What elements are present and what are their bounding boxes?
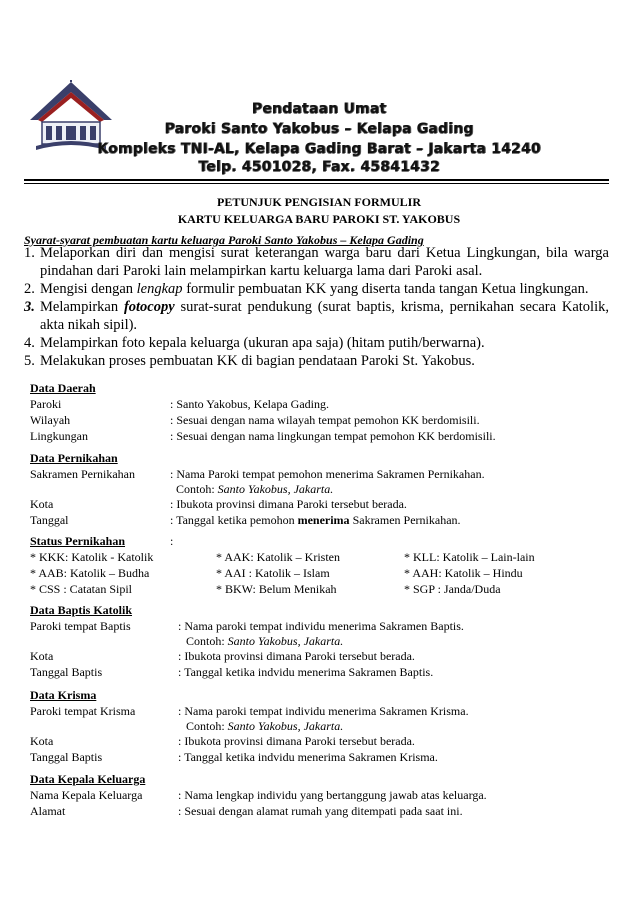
requirement-item	[24, 244, 609, 280]
field-example: Contoh: Santo Yakobus, Jakarta.	[186, 634, 344, 648]
field-label-tanggal: Tanggal	[30, 513, 69, 527]
section-heading-data-baptis: Data Baptis Katolik	[30, 603, 133, 617]
header-address: Kompleks TNI-AL, Kelapa Gading Barat – Jakarta 14240	[97, 141, 541, 157]
requirement-emphasis: lengkap	[136, 281, 183, 297]
field-desc-kota: : Ibukota provinsi dimana Paroki tersebut berada.	[170, 497, 407, 511]
requirement-number: 5.	[24, 353, 35, 369]
requirement-text: Mengisi dengan lengkap formulir pembuatan KK yang diserta tanda tangan Ketua lingkungan.	[40, 281, 589, 297]
requirement-text: Melaporkan diri dan mengisi surat keterangan warga baru dari Ketua Lingkungan, bila warga pindahan dari Paroki lain melampirkan kartu keluarga lama dari Paroki asal.	[40, 245, 609, 279]
section-heading-data-pernikahan: Data Pernikahan	[30, 451, 118, 465]
requirement-number: 1.	[24, 245, 35, 261]
field-desc-paroki: : Santo Yakobus, Kelapa Gading.	[170, 397, 329, 411]
section-heading-data-krisma: Data Krisma	[30, 688, 97, 702]
status-code: * CSS : Catatan Sipil	[30, 582, 133, 596]
header-parish: Paroki Santo Yakobus – Kelapa Gading	[164, 121, 474, 137]
field-label-paroki: Paroki	[30, 397, 62, 411]
section-heading-data-daerah: Data Daerah	[30, 381, 96, 395]
field-desc-wilayah: : Sesuai dengan nama wilayah tempat pemohon KK berdomisili.	[170, 413, 480, 427]
field-label-kota-krisma: Kota	[30, 734, 54, 748]
header-divider	[24, 179, 609, 181]
field-label-paroki-krisma: Paroki tempat Krisma	[30, 704, 136, 718]
field-desc-tanggal-krisma: : Tanggal ketika indvidu menerima Sakramen Krisma.	[178, 750, 438, 764]
field-desc-alamat: : Sesuai dengan alamat rumah yang ditempati pada saat ini.	[178, 804, 463, 818]
requirement-text: Melakukan proses pembuatan KK di bagian pendataan Paroki St. Yakobus.	[40, 353, 475, 369]
status-code: * AAK: Katolik – Kristen	[216, 550, 340, 564]
field-desc-paroki-baptis: : Nama paroki tempat individu menerima Sakramen Baptis.	[178, 619, 464, 633]
field-example: Contoh: Santo Yakobus, Jakarta.	[186, 719, 344, 733]
field-label-paroki-baptis: Paroki tempat Baptis	[30, 619, 131, 633]
requirement-item	[24, 298, 609, 334]
requirement-text: Melampirkan fotocopy surat-surat pendukung (surat baptis, krisma, pernikahan secara Katolik, akta nikah sipil).	[40, 299, 609, 333]
header-phone: Telp. 4501028, Fax. 45841432	[198, 159, 440, 175]
status-code: * KLL: Katolik – Lain-lain	[404, 550, 535, 564]
field-desc-sakramen-pernikahan: : Nama Paroki tempat pemohon menerima Sakramen Pernikahan.	[170, 467, 485, 481]
status-code: * KKK: Katolik - Katolik	[30, 550, 154, 564]
field-label-tanggal-krisma: Tanggal Baptis	[30, 750, 103, 764]
status-code: * BKW: Belum Menikah	[216, 582, 337, 596]
section-heading-status-pernikahan: Status Pernikahan	[30, 534, 126, 548]
field-label-alamat: Alamat	[30, 804, 66, 818]
requirement-item	[24, 280, 609, 298]
field-desc-tanggal: : Tanggal ketika pemohon menerima Sakramen Pernikahan.	[170, 513, 461, 527]
field-label-kota-baptis: Kota	[30, 649, 54, 663]
requirement-item	[24, 334, 609, 352]
requirement-number: 4.	[24, 335, 35, 351]
header-divider-thin	[24, 183, 609, 184]
field-label-sakramen-pernikahan: Sakramen Pernikahan	[30, 467, 135, 481]
field-desc-lingkungan: : Sesuai dengan nama lingkungan tempat pemohon KK berdomisili.	[170, 429, 496, 443]
header-title: Pendataan Umat	[251, 101, 387, 117]
field-desc-paroki-krisma: : Nama paroki tempat individu menerima Sakramen Krisma.	[178, 704, 469, 718]
document-title: PETUNJUK PENGISIAN FORMULIR	[216, 195, 421, 209]
status-code: * SGP : Janda/Duda	[404, 582, 501, 596]
field-desc-kota-krisma: : Ibukota provinsi dimana Paroki tersebut berada.	[178, 734, 415, 748]
requirement-emphasis: fotocopy	[123, 299, 175, 315]
requirements-heading: Syarat-syarat pembuatan kartu keluarga Paroki Santo Yakobus – Kelapa Gading	[24, 233, 424, 247]
status-code: * AAI : Katolik – Islam	[216, 566, 330, 580]
requirement-number: 3.	[24, 299, 35, 315]
field-example: Contoh: Santo Yakobus, Jakarta.	[176, 482, 334, 496]
field-label-tanggal-baptis: Tanggal Baptis	[30, 665, 103, 679]
document-subtitle: KARTU KELUARGA BARU PAROKI ST. YAKOBUS	[177, 212, 461, 226]
field-desc-tanggal-baptis: : Tanggal ketika indvidu menerima Sakramen Baptis.	[178, 665, 434, 679]
field-desc-kota-baptis: : Ibukota provinsi dimana Paroki tersebut berada.	[178, 649, 415, 663]
field-label-wilayah: Wilayah	[30, 413, 71, 427]
field-label-lingkungan: Lingkungan	[30, 429, 88, 443]
section-heading-data-kepala-keluarga: Data Kepala Keluarga	[30, 772, 146, 786]
field-label-kota: Kota	[30, 497, 54, 511]
field-desc-nama-kepala: : Nama lengkap individu yang bertanggung jawab atas keluarga.	[178, 788, 487, 802]
requirement-number: 2.	[24, 281, 35, 297]
field-label-nama-kepala: Nama Kepala Keluarga	[30, 788, 143, 802]
requirement-item	[24, 352, 609, 370]
status-code: * AAH: Katolik – Hindu	[404, 566, 523, 580]
status-colon: :	[170, 534, 174, 548]
requirement-text: Melampirkan foto kepala keluarga (ukuran apa saja) (hitam putih/berwarna).	[40, 335, 485, 351]
status-code: * AAB: Katolik – Budha	[30, 566, 150, 580]
